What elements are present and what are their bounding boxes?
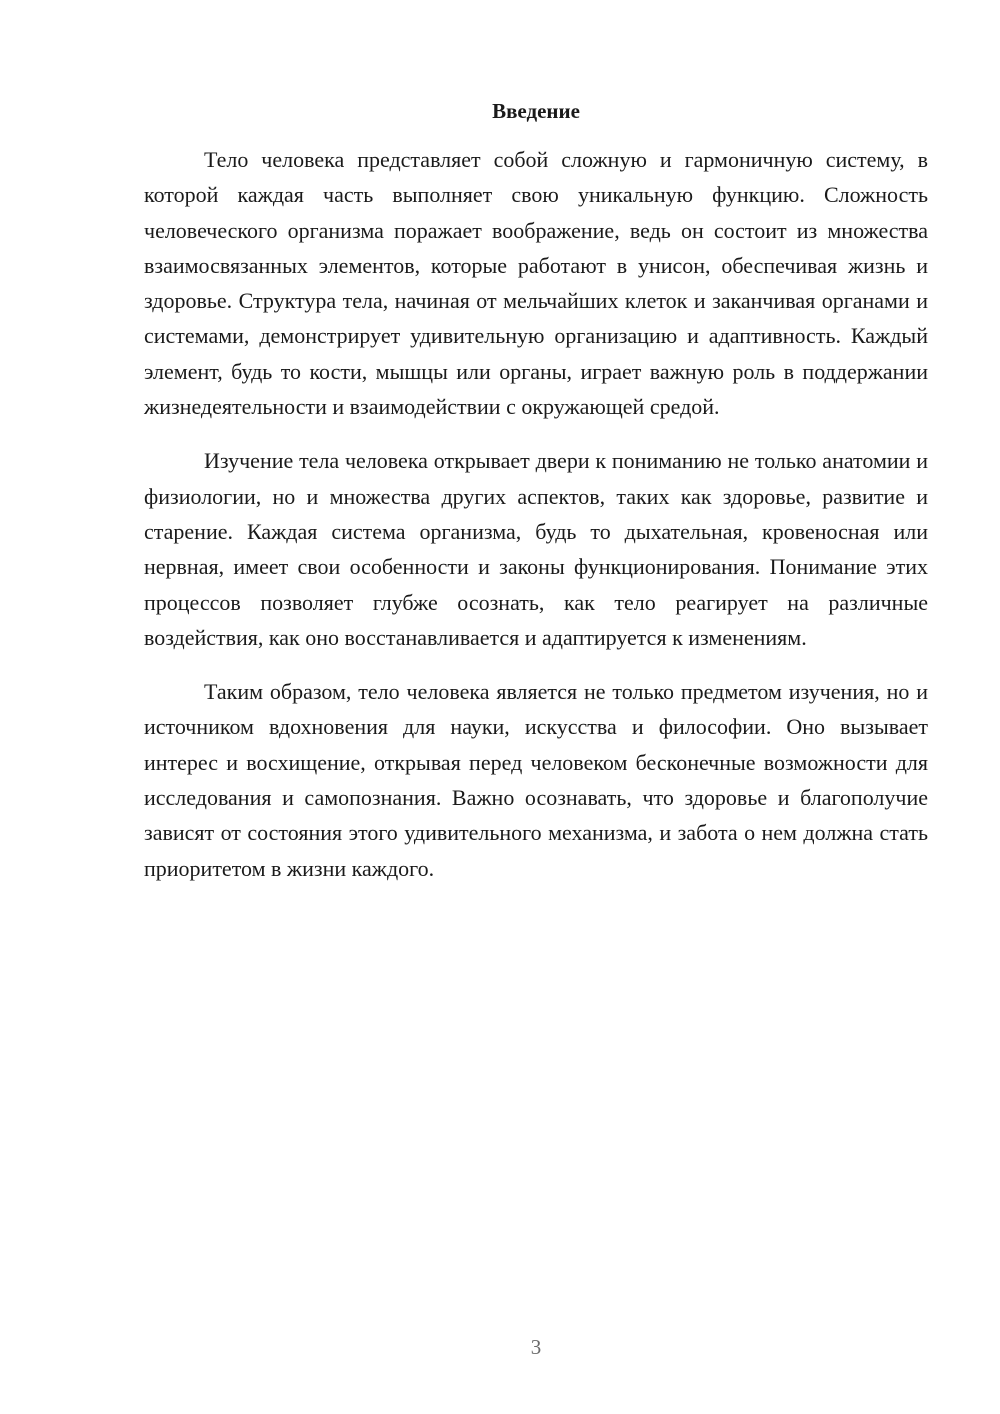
section-heading: Введение (492, 99, 580, 123)
paragraph-2: Изучение тела человека открывает двери к пониманию не только анатомии и физиологии, но и множества других аспектов, таких как здоровье, развитие и старение. Каждая система организма, будь то дыхательная, кровеносная или нервная, имеет свои особенности и законы функционирования. Понимание этих процессов позволяет глубже осознать, как тело реагирует на различные воздействия, как оно восстанавливается и адаптируется к изменениям. (144, 448, 928, 650)
paragraph-1: Тело человека представляет собой сложную и гармоничную систему, в которой каждая часть выполняет свою уникальную функцию. Сложность человеческого организма поражает воображение, ведь он состоит из множества взаимосвязанных элементов, которые работают в унисон, обеспечивая жизнь и здоровье. Структура тела, начиная от мельчайших клеток и заканчивая органами и системами, демонстрирует удивительную организацию и адаптивность. Каждый элемент, будь то кости, мышцы или органы, играет важную роль в поддержании жизнедеятельности и взаимодействии с окружающей средой. (144, 147, 928, 420)
paragraph-3: Таким образом, тело человека является не только предметом изучения, но и источником вдохновения для науки, искусства и философии. Оно вызывает интерес и восхищение, открывая перед человеком бесконечные возможности для исследования и самопознания. Важно осознавать, что здоровье и благополучие зависят от состояния этого удивительного механизма, и забота о нем должна стать приоритетом в жизни каждого. (144, 679, 928, 881)
body-text (144, 142, 928, 905)
page-number: 3 (530, 1335, 542, 1359)
